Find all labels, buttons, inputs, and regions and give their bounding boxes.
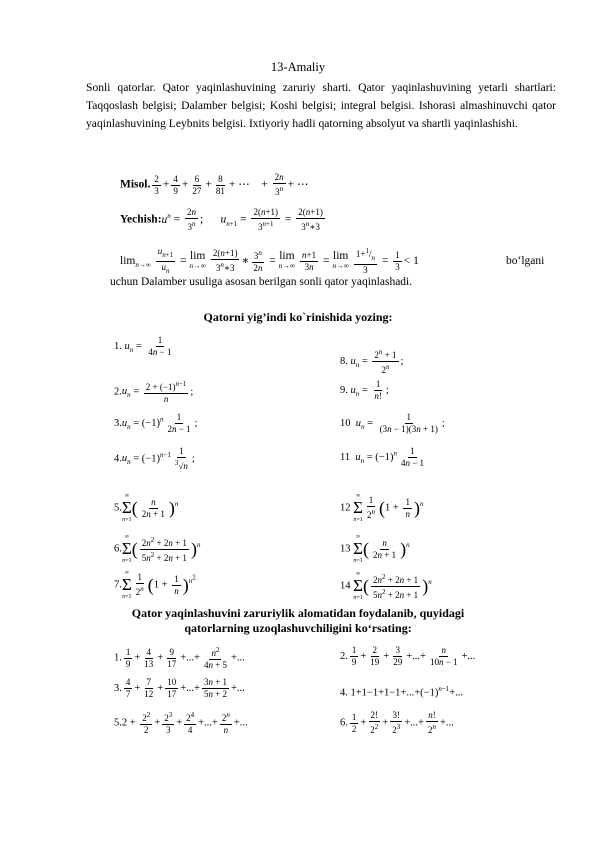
exercise-7: 7. ∞ Σ n=1 $\frac{1}{2^n}$ (1 + $\frac{1}{n}$ )$^{n^2}$ (114, 570, 196, 600)
conclusion-tail: bo‘lgani (506, 255, 545, 267)
series-6: 6. $\frac{1}{2}$ + $\frac{2!}{2^2}$ + $\frac{3!}{2^3}$ +...+ $\frac{n!}{2^n}$ +... (340, 710, 454, 735)
limit-line: $\lim_{n\to\infty}$ $\frac{u_{n+1}}{u_n}$ = lim n→∞ $\frac{2(n+1)}{3^n∗3}$ ∗ $\frac{3^n}{2n}$ = lim n→∞ $\frac{n+1}{3n}$ = lim n→∞ $\frac{1+^1/_n}{3}$ = $\frac{1}{3}$ < 1 (120, 246, 419, 276)
conclusion-text: uchun Dalamber usuliga asosan berilgan sonli qator yaqinlashadi. (110, 276, 413, 288)
series-2: 2. $\frac{1}{9}$ + $\frac{2}{19}$ + $\frac{3}{29}$ +...+ $\frac{n}{10n - 1}$ +... (340, 645, 476, 667)
solution-label: Yechish: (120, 213, 162, 226)
exercise-14: 14 ∞ Σ n=1 ( $\frac{2n^2 + 2n + 1}{5n^2 + 2n + 1}$ )$^n$ (340, 571, 432, 601)
intro-paragraph: Sonli qatorlar. Qator yaqinlashuvining zaruriy sharti. Qator yaqinlashuvining yetarli shartlari: Taqqoslash belgisi; Dalamber belgisi; Koshi belgisi; integral belgisi. Ishorasi almashinuvchi qator yaqinlashuvining Leybnits belgisi. Ixtiyoriy hadli qatorning absolyut va shartli yaqinlashishi. (86, 81, 556, 130)
solution-line: $Yechish:u^n$ = $\frac{2n}{3^n}$ ; $u_{n+1}$ = $\frac{2(n+1)}{3^{n+1}}$ = $\frac{2(n+1)}{3^n∗3}$ (120, 207, 323, 232)
exercise-10: 10 $u_n$ = $\frac{1}{(3n - 1)(3n + 1)}$ ; (340, 412, 445, 434)
exercise-8: 8. $u_n$ = $\frac{2^n + 1}{2^n}$ ; (340, 348, 404, 375)
exercise-12: 12 ∞ Σ n=1 $\frac{1}{2^n}$ (1 + $\frac{1}{n}$ )$^n$ (340, 493, 424, 523)
exercise-11: 11 $u_n = (-1)^n$ $\frac{1}{4n - 1}$ (340, 446, 425, 468)
section1-heading: Qatorni yig’indi ko`rinishida yozing: (203, 310, 393, 324)
page-title: 13-Amaliy (270, 60, 326, 74)
series-5: 5.2 + $\frac{2^2}{2}$ + $\frac{2^3}{3}$ + $\frac{2^4}{4}$ +...+ $\frac{2^n}{n}$ +... (114, 711, 248, 735)
exercise-6: 6. ∞ Σ n=1 ( $\frac{2n^2 + 2n + 1}{5n^2 + 2n + 1}$ )$^n$ (114, 534, 201, 564)
series-1: 1. $\frac{1}{9}$ + $\frac{4}{13}$ + $\frac{9}{17}$ +...+ $\frac{n^2}{4n + 5}$ +... (114, 646, 245, 670)
series-3: 3. $\frac{4}{7}$ + $\frac{7}{12}$ + $\frac{10}{17}$ +...+ $\frac{3n + 1}{5n + 2}$ +... (114, 677, 245, 699)
series-4: 4. $1+1-1+1-1+...+(-1)^{n-1}+$... (340, 685, 464, 699)
exercise-1: 1. $u_n$ = $\frac{1}{4n - 1}$ (114, 335, 172, 357)
example-series: Misol. $\frac{2}{3}$ + $\frac{4}{9}$ + $\frac{6}{27}$ + $\frac{8}{81}$ + ⋯ + $\frac{2n}{3^n}$ + ⋯ (120, 172, 309, 197)
example-label: Misol. (120, 178, 151, 191)
exercise-9: 9. $u_n$ = $\frac{1}{n!}$ ; (340, 379, 389, 401)
exercise-3: $3.u_n = (-1)^n$ $\frac{1}{2n - 1}$ ; (114, 412, 198, 434)
exercise-5: 5. ∞ Σ n=1 ( $\frac{n}{2n + 1}$ )$^n$ (114, 493, 179, 523)
exercise-13: 13 ∞ Σ n=1 ( $\frac{n}{2n + 1}$ )$^n$ (340, 534, 410, 564)
exercise-4: $4.u_n = (-1)^{n-1}$ $\frac{1}{^3√n}$ ; (114, 446, 195, 471)
exercise-2: $2.u_n$ = $\frac{2 + (-1)^{n-1}}{n}$ ; (114, 380, 194, 404)
section2-heading: Qator yaqinlashuvini zaruriylik alomatidan foydalanib, quyidagi qatorlarning uzoqlashuvchiligini ko‘rsating: (131, 606, 465, 635)
